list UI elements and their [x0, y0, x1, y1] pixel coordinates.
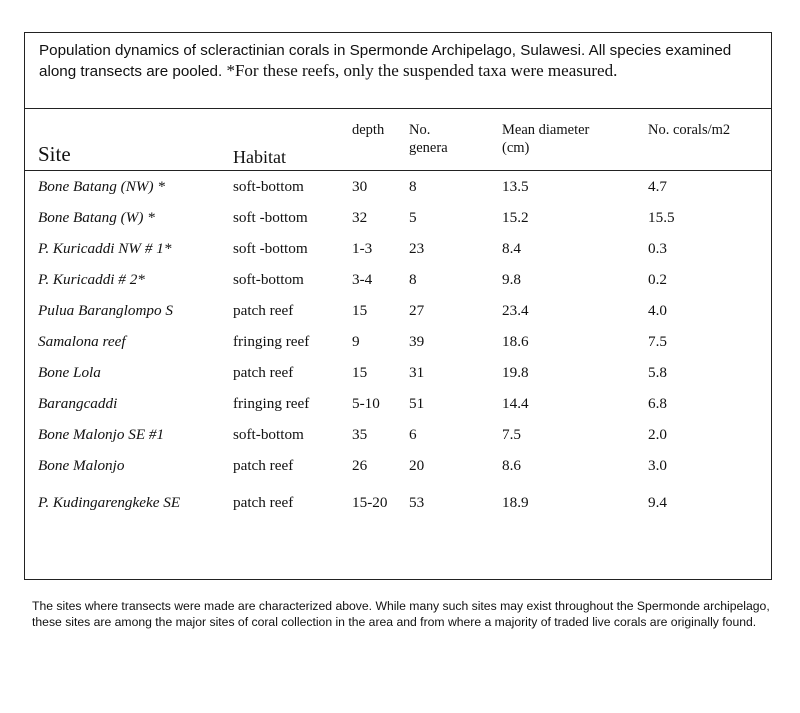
cell-density: 4.0 — [648, 301, 667, 319]
cell-genera: 23 — [409, 239, 425, 257]
cell-diameter: 14.4 — [502, 394, 529, 412]
cell-depth: 26 — [352, 456, 368, 474]
cell-depth: 9 — [352, 332, 360, 350]
cell-genera: 27 — [409, 301, 425, 319]
table-row — [25, 388, 771, 419]
cell-density: 0.3 — [648, 239, 667, 257]
cell-genera: 20 — [409, 456, 425, 474]
header-genera-line2: genera — [409, 140, 448, 156]
table-row — [25, 264, 771, 295]
header-genera-line1: No. — [409, 122, 431, 138]
cell-diameter: 7.5 — [502, 425, 521, 443]
cell-habitat: fringing reef — [233, 332, 310, 350]
cell-habitat: soft -bottom — [233, 239, 308, 257]
header-diameter-line1: Mean diameter — [502, 122, 590, 138]
table-row — [25, 357, 771, 388]
header-depth: depth — [352, 122, 385, 138]
table-row — [25, 171, 771, 202]
cell-site: Barangcaddi — [38, 394, 118, 412]
header-density: No. corals/m2 — [648, 122, 731, 138]
cell-site: P. Kuricaddi # 2* — [38, 270, 145, 288]
cell-genera: 8 — [409, 270, 417, 288]
cell-site: Bone Lola — [38, 363, 101, 381]
header-habitat: Habitat — [233, 147, 286, 167]
footer-description: The sites where transects were made are characterized above. While many such sites may exist throughout the Spermonde archipelago, these sites are among the major sites of coral collection in the area and from where a majority of traded live corals are originally found. — [32, 599, 770, 629]
table-caption — [39, 41, 759, 82]
table-row — [25, 326, 771, 357]
cell-density: 4.7 — [648, 177, 667, 195]
cell-diameter: 18.6 — [502, 332, 529, 350]
cell-genera: 53 — [409, 494, 425, 511]
cell-depth: 15-20 — [352, 494, 388, 511]
cell-diameter: 8.4 — [502, 239, 521, 257]
cell-diameter: 18.9 — [502, 494, 529, 511]
cell-habitat: patch reef — [233, 494, 294, 511]
cell-depth: 35 — [352, 425, 368, 443]
cell-habitat: patch reef — [233, 456, 294, 474]
cell-depth: 15 — [352, 301, 368, 319]
cell-depth: 15 — [352, 363, 368, 381]
cell-density: 5.8 — [648, 363, 667, 381]
cell-density: 6.8 — [648, 394, 667, 412]
cell-genera: 31 — [409, 363, 425, 381]
cell-diameter: 19.8 — [502, 363, 529, 381]
cell-density: 0.2 — [648, 270, 667, 288]
cell-density: 7.5 — [648, 332, 667, 350]
cell-density: 3.0 — [648, 456, 667, 474]
cell-site: Bone Batang (NW) * — [38, 177, 165, 195]
cell-density: 2.0 — [648, 425, 667, 443]
header-diameter-line2: (cm) — [502, 140, 530, 156]
table-row — [25, 481, 771, 525]
cell-habitat: fringing reef — [233, 394, 310, 412]
cell-habitat: patch reef — [233, 363, 294, 381]
cell-genera: 5 — [409, 208, 417, 226]
cell-density: 15.5 — [648, 208, 675, 226]
cell-diameter: 13.5 — [502, 177, 529, 195]
cell-habitat: soft-bottom — [233, 425, 304, 443]
cell-depth: 1-3 — [352, 239, 373, 257]
cell-depth: 30 — [352, 177, 368, 195]
cell-habitat: soft -bottom — [233, 208, 308, 226]
table-row — [25, 295, 771, 326]
table-row — [25, 419, 771, 450]
cell-site: Bone Batang (W) * — [38, 208, 155, 226]
cell-diameter: 23.4 — [502, 301, 529, 319]
cell-depth: 5-10 — [352, 394, 380, 412]
cell-genera: 39 — [409, 332, 425, 350]
caption-note: *For these reefs, only the suspended taxa were measured. — [226, 61, 618, 80]
coral-table-panel — [24, 32, 772, 580]
cell-genera: 6 — [409, 425, 417, 443]
cell-habitat: soft-bottom — [233, 177, 304, 195]
cell-site: P. Kudingarengkeke SE — [38, 494, 181, 511]
table-row — [25, 202, 771, 233]
header-site: Site — [38, 142, 71, 166]
cell-genera: 8 — [409, 177, 417, 195]
cell-site: Bone Malonjo — [38, 456, 125, 474]
cell-depth: 32 — [352, 208, 368, 226]
cell-diameter: 15.2 — [502, 208, 529, 226]
cell-genera: 51 — [409, 394, 425, 412]
coral-data-table — [25, 171, 771, 525]
cell-depth: 3-4 — [352, 270, 373, 288]
header-top-rule — [25, 108, 771, 109]
cell-site: Bone Malonjo SE #1 — [38, 425, 165, 443]
cell-habitat: soft-bottom — [233, 270, 304, 288]
cell-density: 9.4 — [648, 494, 667, 511]
cell-diameter: 8.6 — [502, 456, 521, 474]
table-row — [25, 450, 771, 481]
caption-main: Population dynamics of scleractinian corals in Spermonde Archipelago, Sulawesi. All species examined along transects are pooled. — [39, 42, 732, 80]
cell-site: P. Kuricaddi NW # 1* — [38, 239, 172, 257]
cell-diameter: 9.8 — [502, 270, 521, 288]
cell-habitat: patch reef — [233, 301, 294, 319]
cell-site: Samalona reef — [38, 332, 126, 350]
table-row — [25, 233, 771, 264]
cell-site: Pulua Baranglompo S — [38, 301, 173, 319]
